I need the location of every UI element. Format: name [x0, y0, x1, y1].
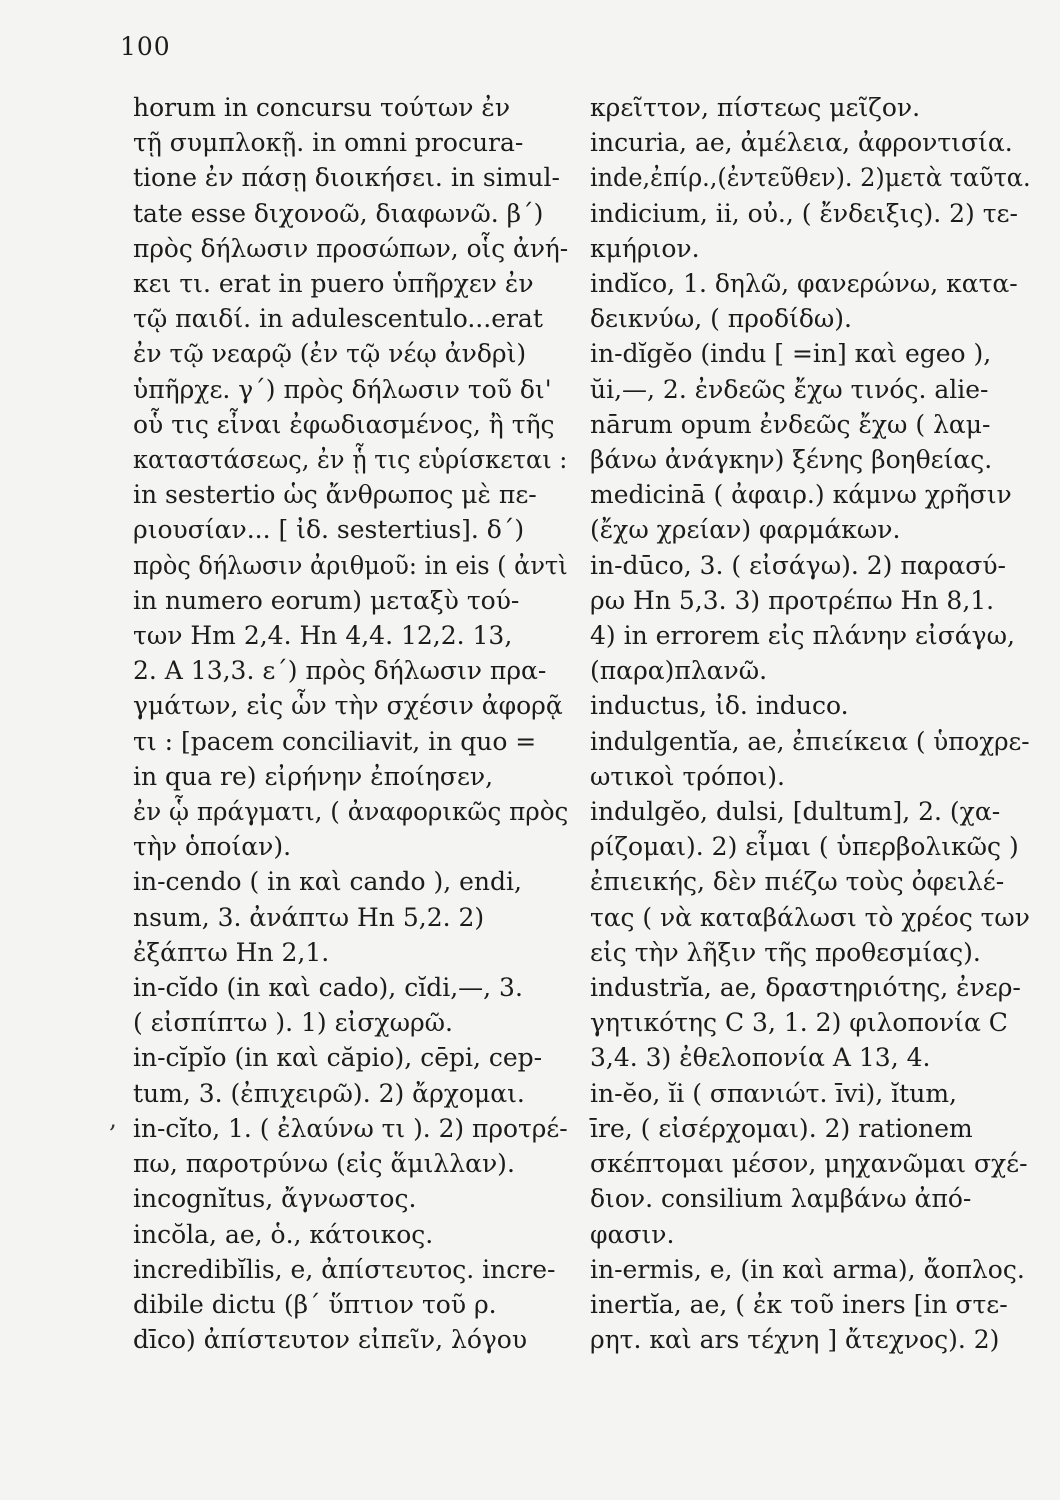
text-line: ἐξάπτω Hn 2,1.	[133, 937, 330, 967]
text-line: σκέπτομαι μέσον, μηχανῶμαι σχέ-	[590, 1149, 1028, 1179]
text-line: in sestertio ὡς ἄνθρωπος μὲ πε-	[133, 480, 537, 510]
text-line: in-dĭgĕo (indu [ =in] καὶ egeo ),	[590, 339, 992, 369]
text-line: dibile dictu (β΄ ὕπτιον τοῦ ρ.	[133, 1289, 497, 1319]
text-line: industrĭa, ae, δραστηριότης, ἐνερ-	[590, 973, 1021, 1003]
text-line: πω, παροτρύνω (εἰς ἅμιλλαν).	[133, 1149, 515, 1179]
text-line: πρὸς δήλωσιν ἀριθμοῦ: in eis ( ἀντὶ	[133, 550, 568, 580]
text-line: indulgĕo, dulsi, [dultum], 2. (χα-	[590, 797, 1001, 827]
margin-mark: ‚	[109, 1105, 117, 1133]
text-line: inductus, ἰδ. induco.	[590, 691, 849, 721]
text-line: τῇ συμπλοκῇ. in omni procura-	[133, 128, 524, 158]
text-line: ρητ. καὶ ars τέχνη ] ἄτεχνος). 2)	[590, 1325, 1000, 1355]
text-line: in-cĭpĭo (in καὶ căpio), cēpi, cep-	[133, 1043, 543, 1073]
text-line: εἰς τὴν λῆξιν τῆς προθεσμίας).	[590, 937, 981, 967]
text-line: incuria, ae, ἀμέλεια, ἀφροντισία.	[590, 128, 1013, 158]
text-line: φασιν.	[590, 1219, 675, 1249]
text-line: τι : [pacem conciliavit, in quo =	[133, 726, 537, 756]
text-line: 2. A 13,3. ε΄) πρὸς δήλωσιν πρα-	[133, 656, 547, 686]
text-line: indulgentĭa, ae, ἐπιείκεια ( ὑποχρε-	[590, 726, 1030, 756]
text-line: ωτικοὶ τρόποι).	[590, 761, 786, 791]
text-line: ἐν ᾧ πράγματι, ( ἀναφορικῶς πρὸς	[133, 797, 569, 827]
text-line: των Hm 2,4. Hn 4,4. 12,2. 13,	[133, 621, 513, 651]
text-line: τῷ παιδί. in adulescentulo...erat	[133, 304, 543, 334]
text-line: ρω Hn 5,3. 3) προτρέπω Hn 8,1.	[590, 585, 995, 615]
text-line: τὴν ὁποίαν).	[133, 832, 292, 862]
text-line: in-dūco, 3. ( εἰσάγω). 2) παρασύ-	[590, 550, 1006, 580]
text-line: ἐν τῷ νεαρῷ (ἐν τῷ νέῳ ἀνδρὶ)	[133, 339, 527, 369]
text-line: dīco) ἀπίστευτον εἰπεῖν, λόγου	[133, 1325, 528, 1355]
text-line: medicinā ( ἀφαιρ.) κάμνω χρῆσιν	[590, 480, 1012, 510]
text-line: inertĭa, ae, ( ἐκ τοῦ iners [in στε-	[590, 1289, 1008, 1319]
text-line: δεικνύω, ( προδίδω).	[590, 304, 852, 334]
text-line: πρὸς δήλωσιν προσώπων, οἷς ἀνή-	[133, 233, 569, 263]
text-line: γμάτων, εἰς ὧν τὴν σχέσιν ἀφορᾷ	[133, 691, 563, 721]
text-line: tione ἐν πάσῃ διοικήσει. in simul-	[133, 163, 560, 193]
page-number: 100	[120, 32, 171, 61]
text-line: incredibĭlis, e, ἀπίστευτος. incre-	[133, 1254, 556, 1284]
text-line: in-ermis, e, (in καὶ arma), ἄοπλος.	[590, 1254, 1025, 1284]
text-line: in numero eorum) μεταξὺ τού-	[133, 585, 520, 615]
text-line: γητικότης C 3, 1. 2) φιλοπονία C	[590, 1008, 1008, 1038]
text-line: (παρα)πλανῶ.	[590, 656, 768, 686]
text-line: ( εἰσπίπτω ). 1) εἰσχωρῶ.	[133, 1008, 453, 1038]
text-line: κμήριον.	[590, 233, 700, 263]
text-line: indĭco, 1. δηλῶ, φανερώνω, κατα-	[590, 269, 1018, 299]
text-line: βάνω ἀνάγκην) ξένης βοηθείας.	[590, 445, 993, 475]
text-line: nsum, 3. ἀνάπτω Hn 5,2. 2)	[133, 902, 485, 932]
text-line: in-cendo ( in καὶ cando ), endi,	[133, 867, 522, 897]
text-line: in-ĕo, ĭi ( σπανιώτ. īvi), ĭtum,	[590, 1078, 957, 1108]
text-line: ŭi,—, 2. ἐνδεῶς ἔχω τινός. alie-	[590, 374, 989, 404]
text-line: 4) in errorem εἰς πλάνην εἰσάγω,	[590, 621, 1015, 651]
text-line: horum in concursu τούτων ἐν	[133, 93, 511, 122]
text-line: tum, 3. (ἐπιχειρῶ). 2) ἄρχομαι.	[133, 1078, 525, 1108]
text-line: indicium, ii, οὐ., ( ἔνδειξις). 2) τε-	[590, 198, 1018, 228]
text-line: tate esse διχονοῶ, διαφωνῶ. β΄)	[133, 198, 544, 228]
text-line: κει τι. erat in puero ὑπῆρχεν ἐν	[133, 269, 534, 299]
text-line: οὗ τις εἶναι ἐφωδιασμένος, ἢ τῆς	[133, 409, 555, 439]
text-line: in-cĭdo (in καὶ cado), cĭdi,—, 3.	[133, 973, 523, 1003]
text-line: κρεῖττον, πίστεως μεῖζον.	[590, 93, 921, 122]
text-line: incŏla, ae, ὁ., κάτοικος.	[133, 1219, 434, 1249]
text-line: ἐπιεικής, δὲν πιέζω τοὺς ὀφειλέ-	[590, 867, 1005, 897]
text-line: διον. consilium λαμβάνω ἀπό-	[590, 1184, 972, 1214]
text-line: ρίζομαι). 2) εἶμαι ( ὑπερβολικῶς )	[590, 832, 1019, 862]
text-line: τας ( νὰ καταβάλωσι τὸ χρέος των	[590, 902, 1030, 932]
text-line: in-cĭto, 1. ( ἐλαύνω τι ). 2) προτρέ-	[133, 1113, 568, 1143]
text-line: nārum opum ἐνδεῶς ἔχω ( λαμ-	[590, 409, 991, 439]
text-line: in qua re) εἰρήνην ἐποίησεν,	[133, 761, 494, 791]
text-line: inde,ἐπίρ.,(ἐντεῦθεν). 2)μετὰ ταῦτα.	[590, 163, 1031, 193]
left-column	[133, 90, 568, 1357]
right-column	[590, 90, 1030, 1357]
text-line: ὑπῆρχε. γ΄) πρὸς δήλωσιν τοῦ δι'	[133, 374, 552, 404]
text-line: 3,4. 3) ἐθελοπονία A 13, 4.	[590, 1043, 931, 1073]
text-line: incognĭtus, ἄγνωστος.	[133, 1184, 417, 1214]
text-line: ριουσίαν... [ ἰδ. sestertius]. δ΄)	[133, 515, 525, 545]
text-line: καταστάσεως, ἐν ᾗ τις εὑρίσκεται :	[133, 445, 568, 475]
text-line: (ἔχω χρείαν) φαρμάκων.	[590, 515, 901, 545]
text-line: īre, ( εἰσέρχομαι). 2) rationem	[590, 1113, 973, 1143]
